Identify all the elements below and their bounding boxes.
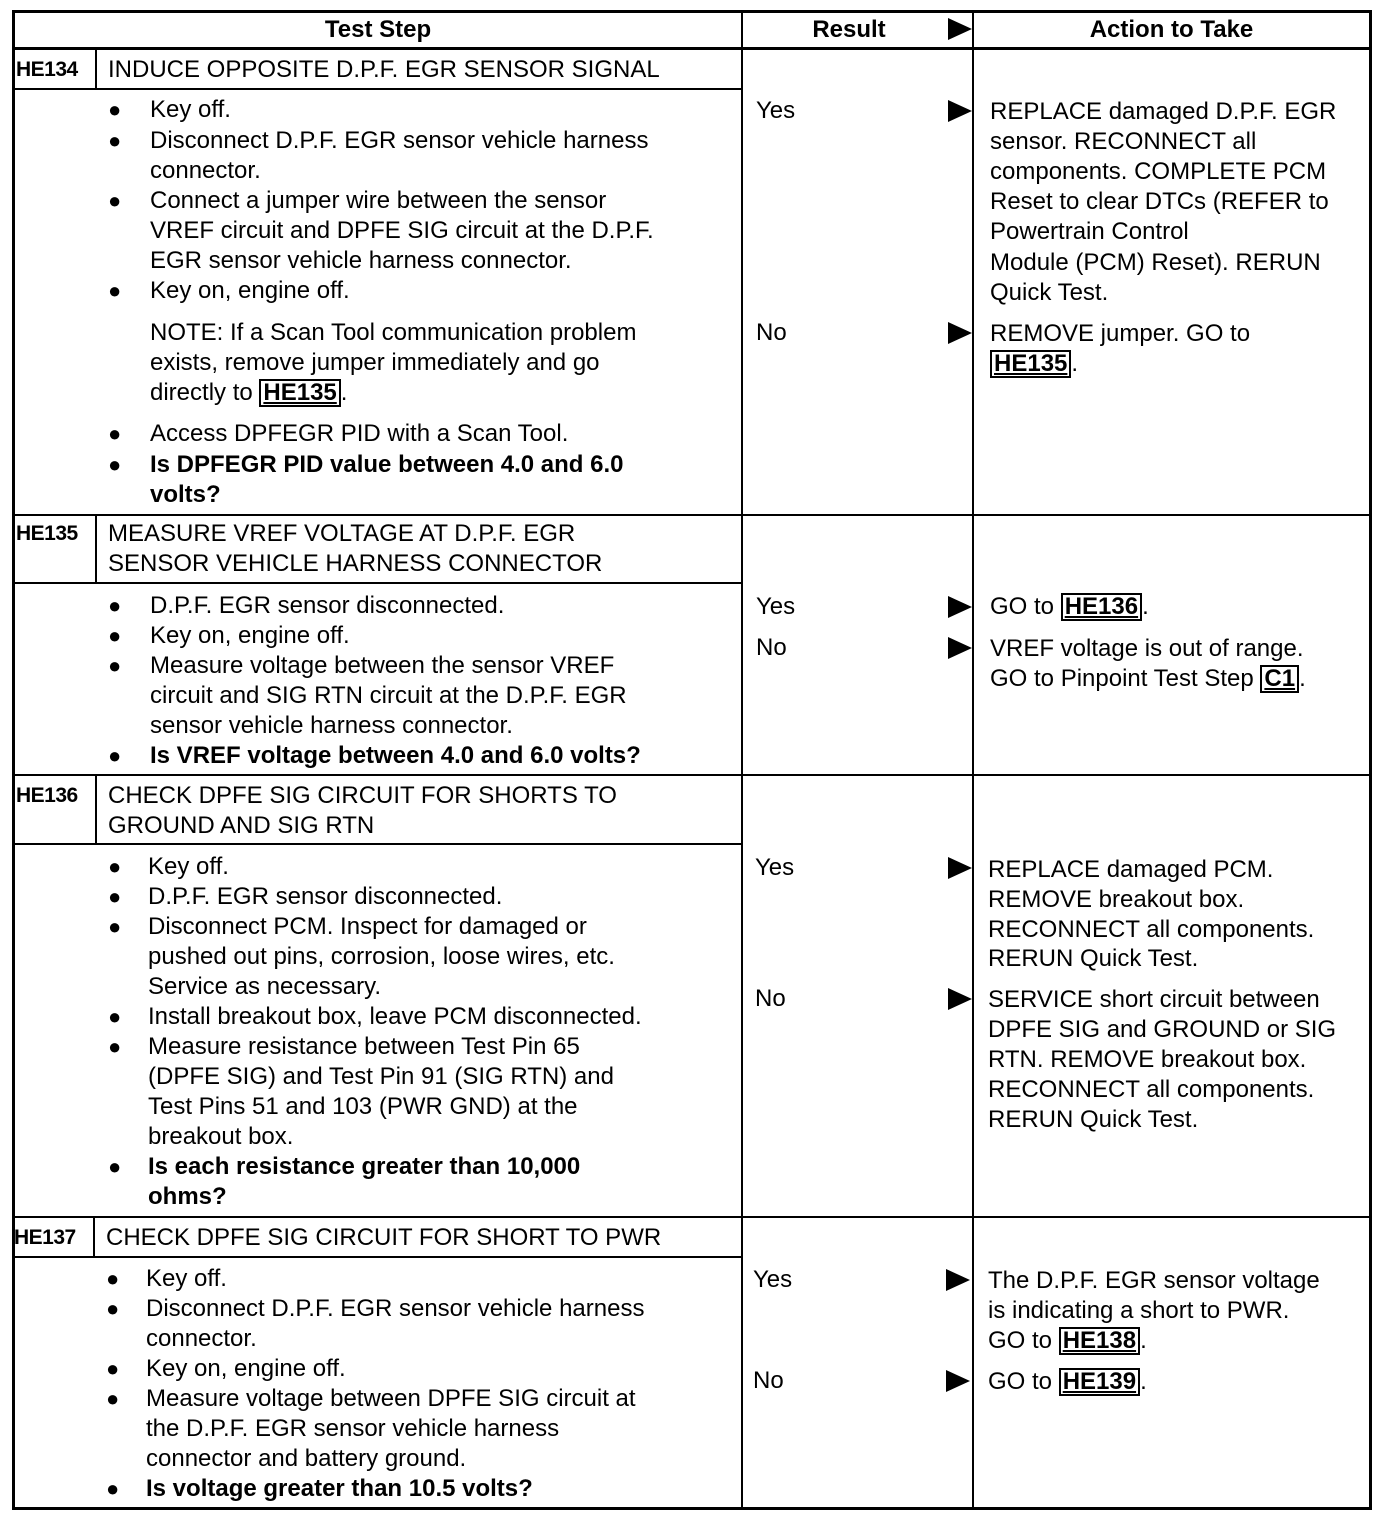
step-text: VREF circuit and DPFE SIG circuit at the D.P.F. bbox=[150, 217, 654, 244]
step-code: HE134 bbox=[16, 58, 78, 81]
step-text: Test Pins 51 and 103 (PWR GND) at the bbox=[148, 1093, 578, 1120]
header-test-step: Test Step bbox=[324, 16, 432, 43]
action-text bbox=[988, 1326, 1147, 1356]
step-question: volts? bbox=[150, 481, 221, 508]
result-arrow-icon bbox=[948, 100, 972, 122]
action-text: Quick Test. bbox=[990, 279, 1109, 306]
action-text: REPLACE damaged D.P.F. EGR bbox=[990, 98, 1337, 125]
action-text: RERUN Quick Test. bbox=[988, 945, 1199, 972]
result-no: No bbox=[753, 1367, 784, 1394]
bullet: ● bbox=[108, 452, 122, 477]
step-text: pushed out pins, corrosion, loose wires, etc. bbox=[148, 943, 615, 970]
bullet: ● bbox=[108, 1034, 122, 1059]
table-border-right bbox=[1369, 10, 1372, 1510]
result-arrow-icon bbox=[948, 18, 972, 40]
step-code: HE135 bbox=[16, 522, 78, 545]
action-text-end: . bbox=[1071, 350, 1079, 377]
step-text: Key off. bbox=[146, 1265, 227, 1292]
step-title: GROUND AND SIG RTN bbox=[108, 812, 375, 839]
step-text: Connect a jumper wire between the sensor bbox=[150, 187, 607, 214]
step-code: HE136 bbox=[16, 784, 78, 807]
action-text-part: GO to bbox=[990, 593, 1055, 620]
result-yes: Yes bbox=[753, 1266, 793, 1293]
action-text: RECONNECT all components. bbox=[988, 1076, 1315, 1103]
header-result: Result bbox=[812, 16, 886, 43]
action-text: is indicating a short to PWR. bbox=[988, 1297, 1290, 1324]
note-text-part: directly to bbox=[150, 379, 253, 406]
result-arrow-icon bbox=[948, 857, 972, 879]
step-text: EGR sensor vehicle harness connector. bbox=[150, 247, 572, 274]
result-arrow-icon bbox=[948, 322, 972, 344]
bullet: ● bbox=[106, 1296, 120, 1321]
row-divider bbox=[12, 1216, 1372, 1218]
step-text: Measure resistance between Test Pin 65 bbox=[148, 1033, 580, 1060]
result-arrow-icon bbox=[948, 637, 972, 659]
title-underline bbox=[12, 88, 742, 90]
note-text-end: . bbox=[340, 379, 348, 406]
action-text: RERUN Quick Test. bbox=[988, 1106, 1199, 1133]
note-text: NOTE: If a Scan Tool communication problem bbox=[150, 319, 637, 346]
step-title: CHECK DPFE SIG CIRCUIT FOR SHORT TO PWR bbox=[106, 1224, 662, 1251]
action-text: Reset to clear DTCs (REFER to bbox=[990, 188, 1329, 215]
header-divider bbox=[12, 47, 1372, 50]
action-text-end: . bbox=[1299, 665, 1306, 692]
step-text: Measure voltage between the sensor VREF bbox=[150, 652, 615, 679]
code-divider bbox=[95, 516, 97, 583]
step-text: connector. bbox=[146, 1325, 257, 1352]
step-question: ohms? bbox=[148, 1183, 227, 1210]
bullet: ● bbox=[108, 278, 122, 303]
result-yes: Yes bbox=[756, 593, 796, 620]
table-border-top bbox=[12, 10, 1372, 13]
step-text: Key off. bbox=[148, 853, 229, 880]
action-text: components. COMPLETE PCM bbox=[990, 158, 1327, 185]
step-text: breakout box. bbox=[148, 1123, 294, 1150]
bullet: ● bbox=[106, 1386, 120, 1411]
step-reference-link[interactable]: HE139 bbox=[1059, 1368, 1140, 1396]
action-text: Powertrain Control bbox=[990, 218, 1189, 245]
result-no: No bbox=[756, 634, 787, 661]
step-question: Is VREF voltage between 4.0 and 6.0 volts? bbox=[150, 742, 641, 769]
step-text: D.P.F. EGR sensor disconnected. bbox=[148, 883, 503, 910]
result-yes: Yes bbox=[756, 97, 796, 124]
step-text: connector and battery ground. bbox=[146, 1445, 467, 1472]
row-divider bbox=[12, 514, 1372, 516]
result-arrow-icon bbox=[946, 1269, 970, 1291]
action-text: SERVICE short circuit between bbox=[988, 986, 1320, 1013]
step-text: Disconnect PCM. Inspect for damaged or bbox=[148, 913, 587, 940]
step-title: INDUCE OPPOSITE D.P.F. EGR SENSOR SIGNAL bbox=[108, 56, 660, 83]
step-text: Service as necessary. bbox=[148, 973, 381, 1000]
row-divider bbox=[12, 774, 1372, 776]
step-text: Install breakout box, leave PCM disconnected. bbox=[148, 1003, 642, 1030]
step-text: D.P.F. EGR sensor disconnected. bbox=[150, 592, 505, 619]
pinpoint-reference-link[interactable]: C1 bbox=[1260, 665, 1299, 693]
step-text: connector. bbox=[150, 157, 261, 184]
action-text: The D.P.F. EGR sensor voltage bbox=[988, 1267, 1320, 1294]
bullet: ● bbox=[106, 1356, 120, 1381]
step-title: SENSOR VEHICLE HARNESS CONNECTOR bbox=[108, 550, 603, 577]
bullet: ● bbox=[108, 97, 122, 122]
column-divider-result bbox=[741, 10, 743, 1510]
step-text: Disconnect D.P.F. EGR sensor vehicle harness bbox=[146, 1295, 645, 1322]
step-question: Is voltage greater than 10.5 volts? bbox=[146, 1475, 533, 1502]
bullet: ● bbox=[106, 1266, 120, 1291]
step-text: the D.P.F. EGR sensor vehicle harness bbox=[146, 1415, 560, 1442]
step-title: MEASURE VREF VOLTAGE AT D.P.F. EGR bbox=[108, 520, 576, 547]
action-text: RTN. REMOVE breakout box. bbox=[988, 1046, 1307, 1073]
action-text: REPLACE damaged PCM. bbox=[988, 856, 1274, 883]
table-border-bottom bbox=[12, 1507, 1372, 1510]
result-yes: Yes bbox=[755, 854, 795, 881]
action-text: Module (PCM) Reset). RERUN bbox=[990, 249, 1321, 276]
step-code: HE137 bbox=[14, 1226, 76, 1249]
bullet: ● bbox=[108, 854, 122, 879]
action-text-end: . bbox=[1140, 1368, 1147, 1395]
step-reference-link[interactable]: HE135 bbox=[990, 350, 1071, 378]
note-text bbox=[150, 378, 347, 408]
result-arrow-icon bbox=[948, 596, 972, 618]
action-text-end: . bbox=[1140, 1327, 1147, 1354]
bullet: ● bbox=[108, 188, 122, 213]
code-divider bbox=[95, 776, 97, 844]
result-no: No bbox=[755, 985, 786, 1012]
step-text: (DPFE SIG) and Test Pin 91 (SIG RTN) and bbox=[148, 1063, 614, 1090]
step-text: Key off. bbox=[150, 96, 231, 123]
action-text-part: GO to Pinpoint Test Step bbox=[990, 665, 1254, 692]
bullet: ● bbox=[108, 743, 122, 768]
title-underline bbox=[12, 843, 742, 845]
action-text: VREF voltage is out of range. bbox=[990, 635, 1304, 662]
action-text: REMOVE breakout box. bbox=[988, 886, 1245, 913]
bullet: ● bbox=[108, 914, 122, 939]
bullet: ● bbox=[108, 593, 122, 618]
step-text: Disconnect D.P.F. EGR sensor vehicle harness bbox=[150, 127, 649, 154]
step-text: circuit and SIG RTN circuit at the D.P.F. EGR bbox=[150, 682, 627, 709]
bullet: ● bbox=[108, 884, 122, 909]
table-border-left bbox=[12, 10, 15, 1510]
step-reference-link[interactable]: HE135 bbox=[259, 379, 340, 407]
action-text bbox=[990, 592, 1149, 622]
step-text: Key on, engine off. bbox=[150, 622, 350, 649]
step-reference-link[interactable]: HE138 bbox=[1059, 1327, 1140, 1355]
code-divider bbox=[93, 1218, 95, 1257]
code-divider bbox=[95, 50, 97, 89]
action-text: RECONNECT all components. bbox=[988, 916, 1315, 943]
result-arrow-icon bbox=[946, 1370, 970, 1392]
bullet: ● bbox=[108, 128, 122, 153]
action-text: sensor. RECONNECT all bbox=[990, 128, 1257, 155]
step-reference-link[interactable]: HE136 bbox=[1061, 593, 1142, 621]
step-text: Key on, engine off. bbox=[146, 1355, 346, 1382]
result-arrow-icon bbox=[948, 988, 972, 1010]
step-text: Measure voltage between DPFE SIG circuit at bbox=[146, 1385, 636, 1412]
step-text: Access DPFEGR PID with a Scan Tool. bbox=[150, 420, 569, 447]
step-text: sensor vehicle harness connector. bbox=[150, 712, 513, 739]
step-question: Is each resistance greater than 10,000 bbox=[148, 1153, 581, 1180]
bullet: ● bbox=[108, 1004, 122, 1029]
step-title: CHECK DPFE SIG CIRCUIT FOR SHORTS TO bbox=[108, 782, 617, 809]
action-text bbox=[990, 349, 1078, 379]
step-question: Is DPFEGR PID value between 4.0 and 6.0 bbox=[150, 451, 624, 478]
action-text bbox=[990, 664, 1306, 694]
column-divider-action bbox=[972, 10, 974, 1510]
result-no: No bbox=[756, 319, 787, 346]
action-text-part: GO to bbox=[988, 1368, 1053, 1395]
title-underline bbox=[12, 1256, 742, 1258]
note-text: exists, remove jumper immediately and go bbox=[150, 349, 600, 376]
action-text bbox=[988, 1367, 1147, 1397]
title-underline bbox=[12, 582, 742, 584]
bullet: ● bbox=[108, 623, 122, 648]
action-text: REMOVE jumper. GO to bbox=[990, 320, 1251, 347]
bullet: ● bbox=[106, 1476, 120, 1501]
action-text-part: GO to bbox=[988, 1327, 1053, 1354]
bullet: ● bbox=[108, 421, 122, 446]
bullet: ● bbox=[108, 653, 122, 678]
action-text: DPFE SIG and GROUND or SIG bbox=[988, 1016, 1337, 1043]
step-text: Key on, engine off. bbox=[150, 277, 350, 304]
action-text-end: . bbox=[1142, 593, 1149, 620]
header-action: Action to Take bbox=[1089, 16, 1254, 43]
bullet: ● bbox=[108, 1154, 122, 1179]
